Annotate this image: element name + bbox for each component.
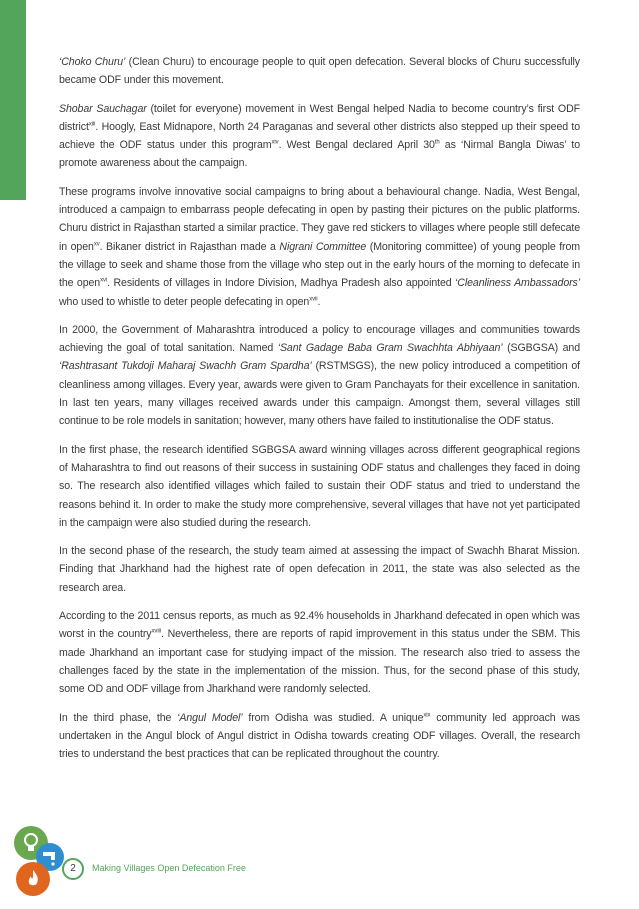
footer-title: Making Villages Open Defecation Free — [92, 863, 246, 873]
paragraph — [59, 709, 580, 764]
italic-term: Shobar Sauchagar — [59, 102, 147, 115]
text-run: In the first phase, the research identified SGBGSA award winning villages across different geographical regions of Maharashtra to find out reasons of their success in sustaining ODF status and challenges they faced in doing so. The research also identified villages which failed to sustain their ODF status and tried to understand the reasons behind it. In order to make the study more comprehensive, several villages that have not yet participated in the campaign were also studied during the research. — [59, 443, 580, 529]
text-run: (SGBGSA) and — [502, 342, 581, 355]
text-run: community led approach was undertaken in the Angul block of Angul district in Odisha towards creating ODF villages. Overall, the research tries to understand the best practices that can be replicated throughout the country. — [59, 711, 580, 761]
text-run: . Nevertheless, there are reports of rapid improvement in this status under the SBM. This made Jharkhand an important case for studying impact of the mission. The research also tried to assess the challenges faced by the state in the implementation of the mission. Thus, for the second phase of this study, some OD and ODF village from Jharkhand were randomly selected. — [59, 628, 580, 696]
paragraph — [59, 321, 580, 431]
italic-term: ‘Rashtrasant Tukdoji Maharaj Swachh Gram Spardha’ — [59, 360, 312, 373]
text-run: (toilet for everyone) movement in West Bengal helped Nadia to become country’s first ODF district — [59, 102, 580, 133]
text-run: . West Bengal declared April 30 — [278, 139, 435, 152]
paragraph — [59, 607, 580, 698]
paragraph — [59, 100, 580, 173]
footnote-marker: xix — [423, 711, 431, 718]
italic-term: Nigrani Committee — [279, 240, 367, 253]
paragraph — [59, 183, 580, 311]
text-run: In the third phase, the — [59, 711, 178, 724]
paragraph — [59, 542, 580, 597]
paragraph — [59, 53, 580, 90]
footnote-marker: xv — [93, 241, 100, 248]
text-run: (Monitoring committee) of young people from the village to seek and shame those from the village who step out in the early hours of the morning to defecate in the open — [59, 240, 581, 290]
body-content — [59, 53, 580, 773]
paragraph — [59, 441, 580, 532]
page-number: 2 — [62, 858, 84, 880]
text-run: (Clean Churu) to encourage people to quit open defecation. Several blocks of Churu successfully became ODF under this movement. — [59, 56, 581, 87]
text-run: These programs involve innovative social campaigns to bring about a behavioural change. Nadia, West Bengal, introduced a campaign to embarrass people defecating in open by pasting their pictures on the public platforms. Churu district in Rajasthan started a similar practice. They gave red stickers to villages where people still defecate in open — [59, 185, 580, 253]
text-run: In 2000, the Government of Maharashtra introduced a policy to encourage villages and communities towards achieving the goal of total sanitation. Named — [59, 323, 580, 355]
italic-term: ‘Cleanliness Ambassadors’ — [455, 277, 580, 290]
text-run: . — [317, 295, 321, 308]
fire-icon — [16, 862, 50, 896]
footnote-marker: xiv — [271, 139, 279, 146]
italic-term: ‘Sant Gadage Baba Gram Swachhta Abhiyaan’ — [277, 342, 503, 355]
italic-term: ‘Choko Churu’ — [59, 56, 126, 68]
footnote-marker: xviii — [151, 628, 162, 635]
footnote-marker: xvi — [100, 277, 108, 284]
footnote-marker: th — [434, 139, 440, 146]
page-footer — [14, 826, 314, 896]
text-run: (RSTMSGS), the new policy introduced a competition of cleanliness among villages. Every year, awards were given to Gram Panchayats for their excellence in sanitation. In last ten years, many villages received awards under this campaign. Amongst them, several villages still continue to be role models in sanitation; however, many others have failed to institutionalise the ODF status. — [59, 360, 580, 428]
text-run: . Bikaner district in Rajasthan made a — [99, 240, 280, 253]
text-run: as ‘Nirmal Bangla Diwas’ to promote awareness about the campaign. — [59, 139, 581, 170]
footnote-marker: xvii — [309, 296, 318, 303]
text-run: . Residents of villages in Indore Division, Madhya Pradesh also appointed — [107, 277, 456, 290]
italic-term: ‘Angul Model’ — [177, 711, 243, 724]
text-run: According to the 2011 census reports, as much as 92.4% households in Jharkhand defecated in open which was worst in the country — [59, 610, 580, 641]
footnote-marker: xiii — [88, 121, 96, 128]
side-accent-bar — [0, 0, 26, 200]
text-run: who used to whistle to deter people defecating in open — [59, 295, 310, 308]
text-run: . Hoogly, East Midnapore, North 24 Paraganas and several other districts also stepped up their speed to achieve the ODF status under this program — [59, 120, 580, 152]
text-run: In the second phase of the research, the study team aimed at assessing the impact of Swachh Bharat Mission. Finding that Jharkhand had the highest rate of open defecation in 2011, the state was also selected as the research area. — [59, 545, 580, 594]
text-run: from Odisha was studied. A unique — [242, 711, 424, 724]
